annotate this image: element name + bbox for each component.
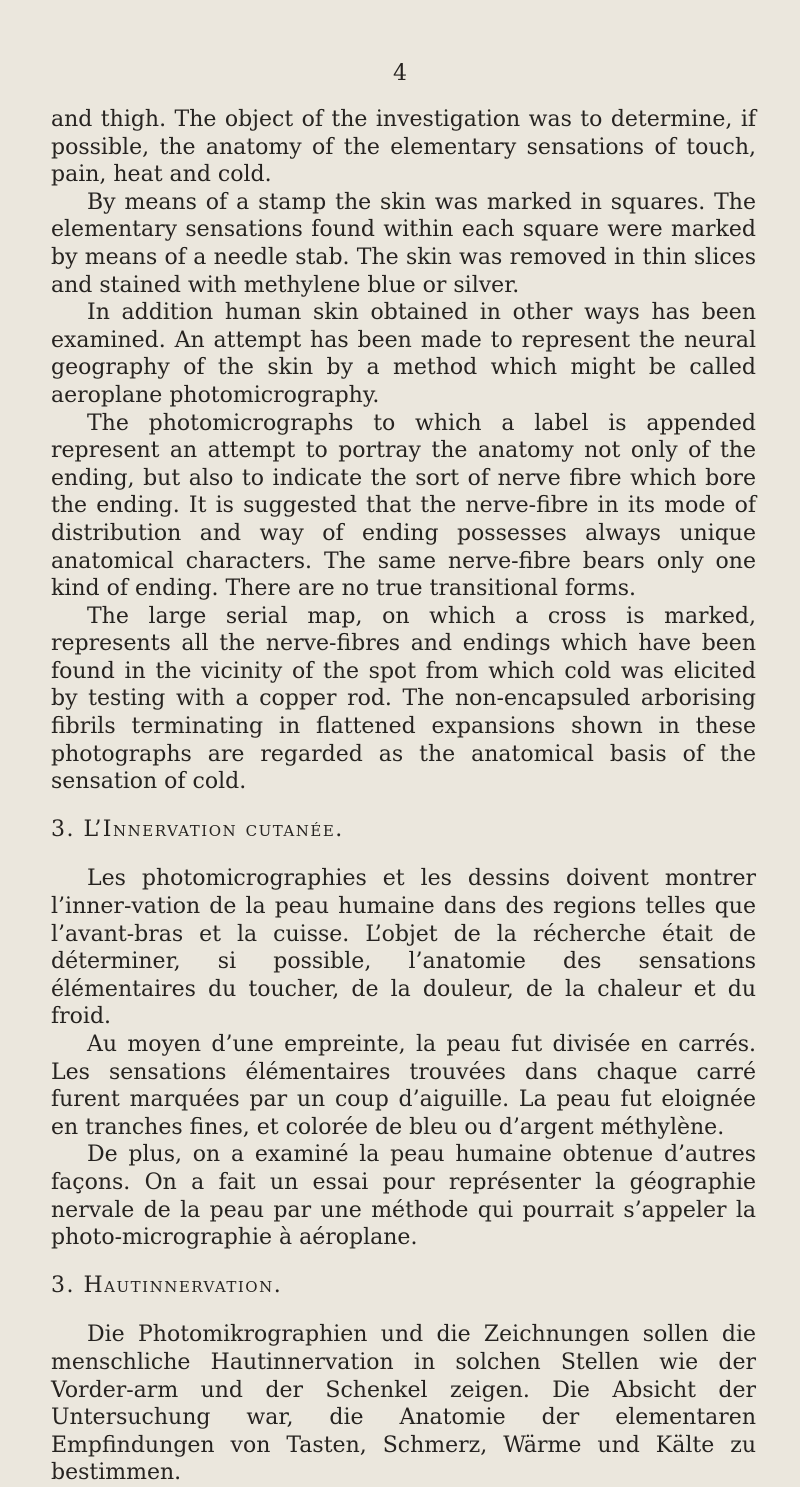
- body-paragraph: Die Photomikrographien und die Zeichnungen sollen die menschliche Hautinnervation in solchen Stellen wie der Vorder-arm und der Schenkel zeigen. Die Absicht der Untersuchung war, die Anatomie der elementaren Empfindungen von Tasten, Schmerz, Wärme und Kälte zu bestimmen.: [51, 1322, 756, 1486]
- body-paragraph: The large serial map, on which a cross is marked, represents all the nerve-fibres and endings which have been found in the vicinity of the spot from which cold was elicited by testing with a copper rod. The non-encapsuled arborising fibrils terminating in flattened expansions shown in these photographs are regarded as the anatomical basis of the sensation of cold.: [51, 603, 756, 795]
- english-section: [51, 106, 756, 796]
- body-paragraph: In addition human skin obtained in other ways has been examined. An attempt has been made to represent the neural geography of the skin by a method which might be called aeroplane photomicrography.: [51, 300, 756, 408]
- body-paragraph: De plus, on a examiné la peau humaine obtenue d’autres façons. On a fait un essai pour représenter la géographie nervale de la peau par une méthode qui pourrait s’appeler la photo-micrographie à aéroplane.: [51, 1142, 756, 1251]
- page-number: 4: [393, 61, 407, 86]
- body-paragraph: Au moyen d’une empreinte, la peau fut divisée en carrés. Les sensations élémentaires trouvées dans chaque carré furent marquées par un coup d’aiguille. La peau fut eloignée en tranches fines, et colorée de bleu ou d’argent méthylène.: [51, 1032, 756, 1140]
- body-paragraph: and thigh. The object of the investigation was to determine, if possible, the anatomy of the elementary sensations of touch, pain, heat and cold.: [51, 107, 756, 188]
- body-paragraph: The photomicrographs to which a label is appended represent an attempt to portray the anatomy not only of the ending, but also to indicate the sort of nerve fibre which bore the ending. It is suggested that the nerve-fibre in its mode of distribution and way of ending possesses always unique anatomical characters. The same nerve-fibre bears only one kind of ending. There are no true transitional forms.: [51, 410, 756, 602]
- body-paragraph: By means of a stamp the skin was marked in squares. The elementary sensations found within each square were marked by means of a needle stab. The skin was removed in thin slices and stained with methylene blue or silver.: [51, 189, 756, 298]
- section-heading-french: 3. L’Innervation cutanée.: [51, 816, 344, 842]
- page-content: [51, 106, 756, 1487]
- body-paragraph: Les photomicrographies et les dessins doivent montrer l’inner-vation de la peau humaine dans des regions telles que l’avant-bras et la cuisse. L’objet de la récherche était de déterminer, si possible, l’anatomie des sensations élémentaires du toucher, de la douleur, de la chaleur et du froid.: [51, 866, 756, 1030]
- section-heading-german: 3. Hautinnervation.: [51, 1272, 283, 1298]
- french-section: [51, 816, 756, 1252]
- german-section: [51, 1272, 756, 1487]
